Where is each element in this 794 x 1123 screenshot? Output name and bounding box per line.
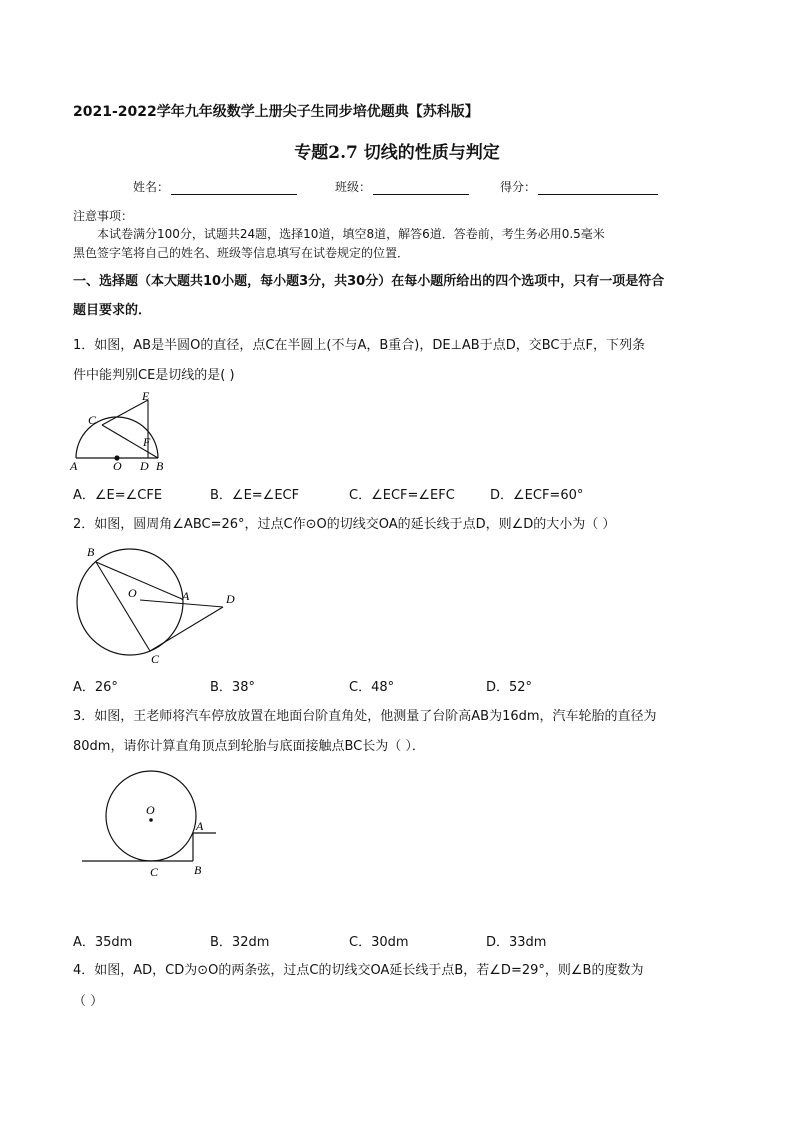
q2-label-b: B — [87, 545, 95, 559]
q2-option-c[interactable]: C．48° — [349, 680, 395, 695]
notice-line1: 本试卷满分100分，试题共24题，选择10道，填空8道，解答6道．答卷前，考生务必用0.5毫米 — [97, 227, 605, 241]
section-heading-1: 一、选择题（本大题共10小题，每小题3分，共30分）在每小题所给出的四个选项中，只有一项是符合 — [73, 274, 665, 289]
notice-line2: 黑色签字笔将自己的姓名、班级等信息填写在试卷规定的位置． — [73, 246, 410, 260]
q2-option-b[interactable]: B．38° — [210, 680, 255, 695]
q2-stem: 2．如图，圆周角∠ABC=26°，过点C作⊙O的切线交OA的延长线于点D，则∠D的大小为（ ） — [73, 517, 616, 532]
q1-option-b[interactable]: B．∠E=∠ECF — [210, 488, 300, 503]
q4-stem-line1: 4．如图，AD，CD为⊙O的两条弦，过点C的切线交OA延长线于点B，若∠D=29°，则∠B的度数为 — [73, 963, 644, 978]
score-label: 得分： — [500, 180, 537, 194]
q1-option-a[interactable]: A．∠E=∠CFE — [73, 488, 163, 503]
q1-stem-line2: 件中能判别CE是切线的是( ) — [73, 368, 235, 383]
q3-option-a[interactable]: A．35dm — [73, 935, 133, 950]
notice-heading: 注意事项： — [73, 209, 134, 223]
q1-label-d: D — [140, 459, 149, 473]
q1-option-d[interactable]: D．∠ECF=60° — [490, 488, 584, 503]
q1-figure — [68, 388, 178, 473]
q2-label-o: O — [128, 586, 137, 600]
q3-stem-line1: 3．如图，王老师将汽车停放放置在地面台阶直角处，他测量了台阶高AB为16dm，汽车轮胎的直径为 — [73, 709, 657, 724]
q2-chord-ba — [96, 562, 182, 599]
q1-label-a: A — [70, 459, 78, 473]
page-title: 专题2.7 切线的性质与判定 — [294, 143, 500, 163]
q1-option-c[interactable]: C．∠ECF=∠EFC — [349, 488, 455, 503]
q3-option-d[interactable]: D．33dm — [486, 935, 547, 950]
q2-chord-bc — [96, 562, 150, 651]
name-label: 姓名： — [133, 180, 170, 194]
q1-label-o: O — [113, 459, 122, 473]
name-field[interactable] — [133, 178, 297, 195]
q3-option-c[interactable]: C．30dm — [349, 935, 409, 950]
q3-label-o: O — [146, 803, 155, 817]
q2-option-d[interactable]: D．52° — [486, 680, 533, 695]
q2-label-a: A — [182, 589, 190, 603]
q1-stem-line1: 1．如图，AB是半圆O的直径，点C在半圆上(不与A，B重合)，DE⊥AB于点D，交BC于点F，下列条 — [73, 338, 645, 353]
score-blank[interactable] — [538, 182, 658, 195]
class-blank[interactable] — [373, 182, 469, 195]
q3-figure — [78, 768, 228, 883]
q1-label-b: B — [156, 459, 164, 473]
class-label: 班级： — [335, 180, 372, 194]
class-field[interactable] — [335, 178, 469, 195]
q4-stem-line2: （ ） — [73, 994, 104, 1009]
q3-label-c: C — [150, 865, 159, 879]
q3-option-b[interactable]: B．32dm — [210, 935, 270, 950]
section-heading-2: 题目要求的． — [73, 303, 152, 318]
q1-tangent-ce — [102, 400, 148, 425]
q2-tangent-cd — [150, 607, 223, 651]
q2-option-a[interactable]: A．26° — [73, 680, 118, 695]
q1-label-f: F — [143, 435, 151, 449]
score-field[interactable] — [500, 178, 658, 195]
series-title: 2021-2022学年九年级数学上册尖子生同步培优题典【苏科版】 — [73, 104, 479, 120]
q1-label-c: C — [88, 413, 97, 427]
q2-label-d: D — [226, 592, 235, 606]
q3-center-dot — [149, 818, 153, 822]
q3-label-b: B — [194, 863, 202, 877]
q2-label-c: C — [151, 652, 160, 666]
q1-label-e: E — [142, 389, 150, 403]
q3-label-a: A — [196, 819, 204, 833]
name-blank[interactable] — [171, 182, 297, 195]
q2-figure — [68, 540, 248, 668]
q3-stem-line2: 80dm，请你计算直角顶点到轮胎与底面接触点BC长为（ ）． — [73, 739, 425, 754]
